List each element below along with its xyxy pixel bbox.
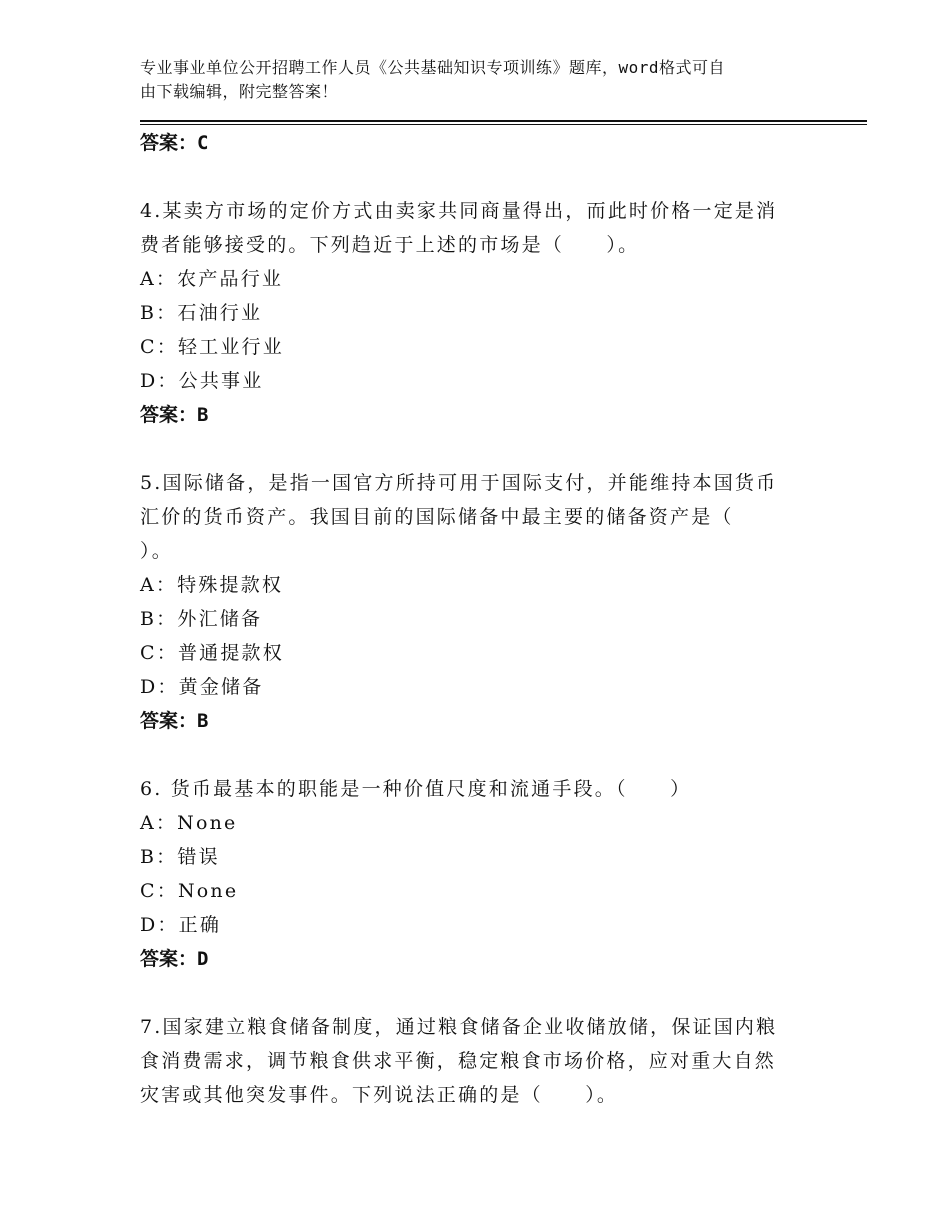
question-line: 7.国家建立粮食储备制度，通过粮食储备企业收储放储，保证国内粮 [140,1016,778,1038]
answer-label: 答案：B [140,404,209,426]
header-line-1: 专业事业单位公开招聘工作人员《公共基础知识专项训练》题库，word格式可自 [140,58,726,77]
option-a: A：农产品行业 [140,268,284,290]
spacer [140,738,800,772]
question-line: 食消费需求，调节粮食供求平衡，稳定粮食市场价格，应对重大自然 [140,1050,777,1072]
option-a: A：None [140,812,238,834]
answer-label: 答案：C [140,132,209,154]
option-a: A：特殊提款权 [140,574,284,596]
option-b: B：错误 [140,846,220,868]
header-divider-thick [140,120,867,122]
question-content [140,126,800,1112]
option-d: D：正确 [140,914,222,936]
option-d: D：黄金储备 [140,676,264,698]
question-line: ）。 [140,540,173,562]
option-c: C：普通提款权 [140,642,284,664]
question-line: 4.某卖方市场的定价方式由卖家共同商量得出，而此时价格一定是消 [140,200,778,222]
spacer [140,432,800,466]
option-c: C：None [140,880,239,902]
question-line: 灾害或其他突发事件。下列说法正确的是（ ）。 [140,1084,619,1106]
answer-label: 答案：B [140,710,209,732]
question-block-5 [140,466,800,738]
question-block-7 [140,1010,800,1112]
spacer [140,976,800,1010]
question-block-4 [140,194,800,432]
document-header [140,56,820,104]
option-b: B：外汇储备 [140,608,263,630]
option-d: D：公共事业 [140,370,264,392]
question-line: 5.国际储备，是指一国官方所持可用于国际支付，并能维持本国货币 [140,472,778,494]
question-line: 汇价的货币资产。我国目前的国际储备中最主要的储备资产是（ [140,506,734,528]
answer-label: 答案：D [140,948,209,970]
option-b: B：石油行业 [140,302,263,324]
spacer [140,160,800,194]
header-divider-thin [140,124,867,125]
header-line-2: 由下载编辑，附完整答案！ [140,82,339,101]
question-line: 费者能够接受的。下列趋近于上述的市场是（ ）。 [140,234,640,256]
question-block-6 [140,772,800,976]
option-c: C：轻工业行业 [140,336,284,358]
question-line: 6. 货币最基本的职能是一种价值尺度和流通手段。（ ） [140,778,692,800]
